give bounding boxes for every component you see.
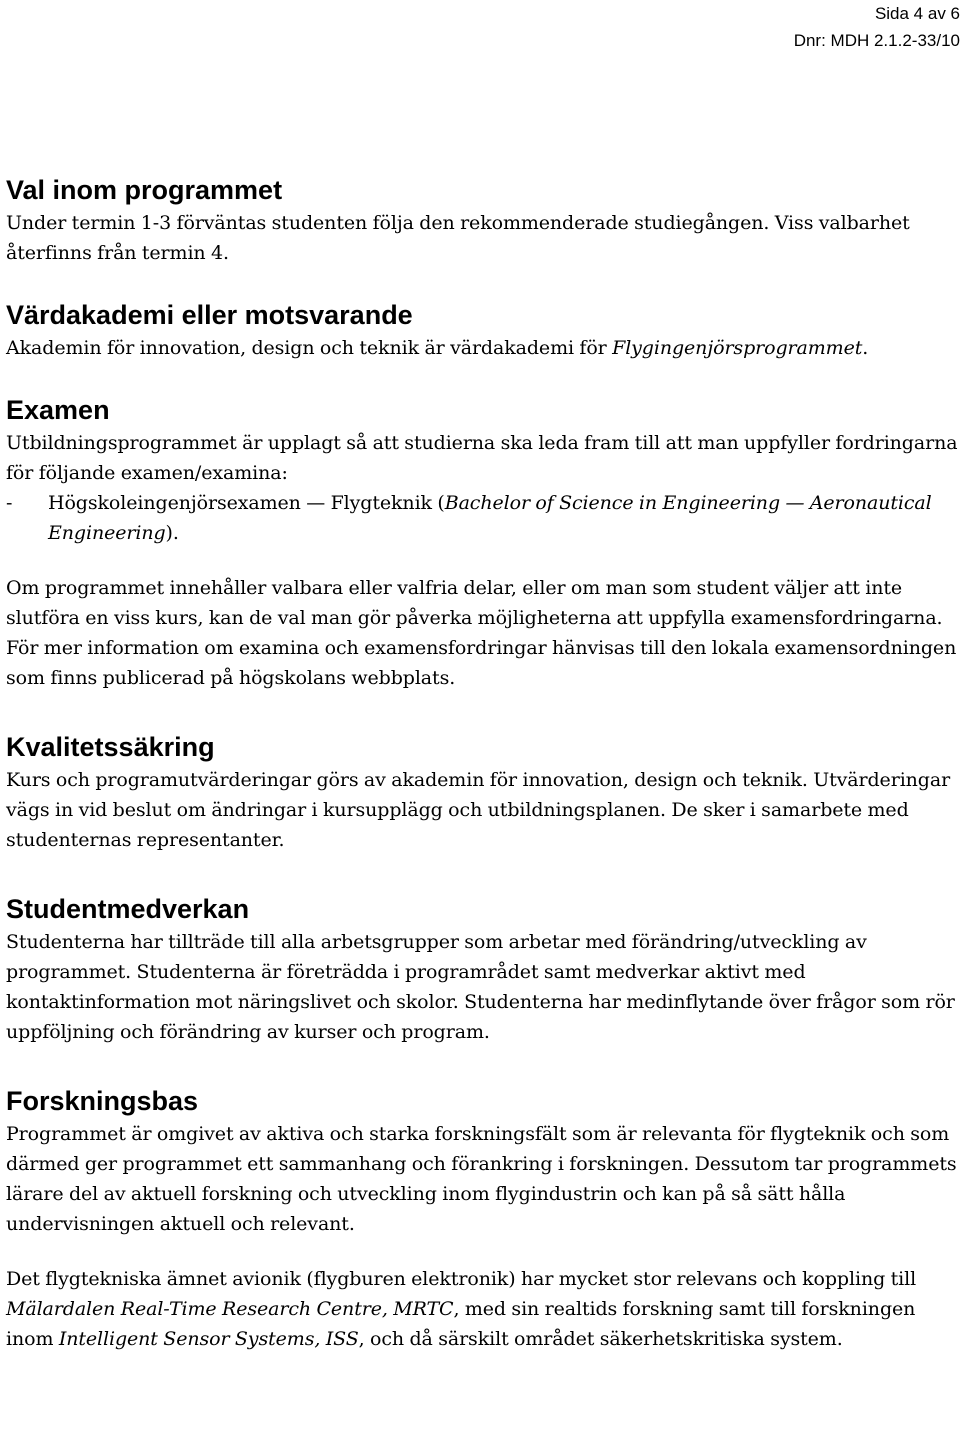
section-kvalitetssakring (6, 729, 958, 855)
document-number: Dnr: MDH 2.1.2-33/10 (793, 31, 960, 50)
section-forskningsbas (6, 1083, 958, 1354)
section-val-inom-programmet (6, 172, 958, 268)
list-item-text: Högskoleingenjörsexamen — Flygteknik (Bachelor of Science in Engineering — Aeronautical Engineering). (48, 492, 932, 544)
section-heading: Studentmedverkan (6, 894, 250, 924)
section-heading: Examen (6, 395, 110, 425)
research-area-name: Intelligent Sensor Systems, ISS (58, 1328, 359, 1350)
section-heading: Forskningsbas (6, 1086, 199, 1116)
program-name: Flygingenjörsprogrammet (612, 337, 863, 359)
list-dash: - (6, 492, 13, 514)
section-heading: Värdakademi eller motsvarande (6, 300, 413, 330)
paragraph: Det flygtekniska ämnet avionik (flygburen elektronik) har mycket stor relevans och koppling till Mälardalen Real-Time Research Centre, MRTC, med sin realtids forskning samt till forskningen inom Intelligent Sensor Systems, ISS, och då särskilt området säkerhetskritiska system. (6, 1268, 917, 1350)
paragraph: Studenterna har tillträde till alla arbetsgrupper som arbetar med förändring/utveckling av programmet. Studenterna är företrädda i programrådet samt medverkar aktivt med kontaktinformation mot näringslivet och skolor. Studenterna har medinflytande över frågor som rör uppföljning och förändring av kurser och program. (6, 931, 955, 1043)
paragraph: Om programmet innehåller valbara eller valfria delar, eller om man som student väljer att inte slutföra en viss kurs, kan de val man gör påverka möjligheterna att uppfylla examensfordringarna. För mer information om examina och examensfordringar hänvisas till den lokala examensordningen som finns publicerad på högskolans webbplats. (6, 577, 957, 689)
section-studentmedverkan (6, 891, 958, 1047)
paragraph: Under termin 1-3 förväntas studenten följa den rekommenderade studiegången. Viss valbarhet återfinns från termin 4. (6, 212, 910, 264)
paragraph: Programmet är omgivet av aktiva och starka forskningsfält som är relevanta för flygteknik och som därmed ger programmet ett sammanhang och förankring i forskningen. Dessutom tar programmets lärare del av aktuell forskning och utveckling inom flygindustrin och kan på så sätt hålla undervisningen aktuell och relevant. (6, 1123, 957, 1235)
section-examen (6, 392, 958, 693)
section-heading: Kvalitetssäkring (6, 732, 215, 762)
section-vardakademi (6, 297, 958, 363)
research-centre-name: Mälardalen Real-Time Research Centre, MRTC (6, 1298, 454, 1320)
page-header (660, 0, 960, 54)
paragraph: Akademin för innovation, design och teknik är värdakademi för Flygingenjörsprogrammet. (6, 337, 869, 359)
paragraph: Kurs och programutvärderingar görs av akademin för innovation, design och teknik. Utvärderingar vägs in vid beslut om ändringar i kursupplägg och utbildningsplanen. De sker i samarbete med studenternas representanter. (6, 769, 951, 851)
page-number: Sida 4 av 6 (874, 4, 960, 23)
document-body (6, 172, 958, 1354)
section-heading: Val inom programmet (6, 175, 283, 205)
degree-name-english: Bachelor of Science in Engineering — Aeronautical Engineering (48, 492, 932, 544)
list-item (6, 488, 958, 548)
paragraph: Utbildningsprogrammet är upplagt så att studierna ska leda fram till att man uppfyller fordringarna för följande examen/examina: (6, 432, 958, 484)
